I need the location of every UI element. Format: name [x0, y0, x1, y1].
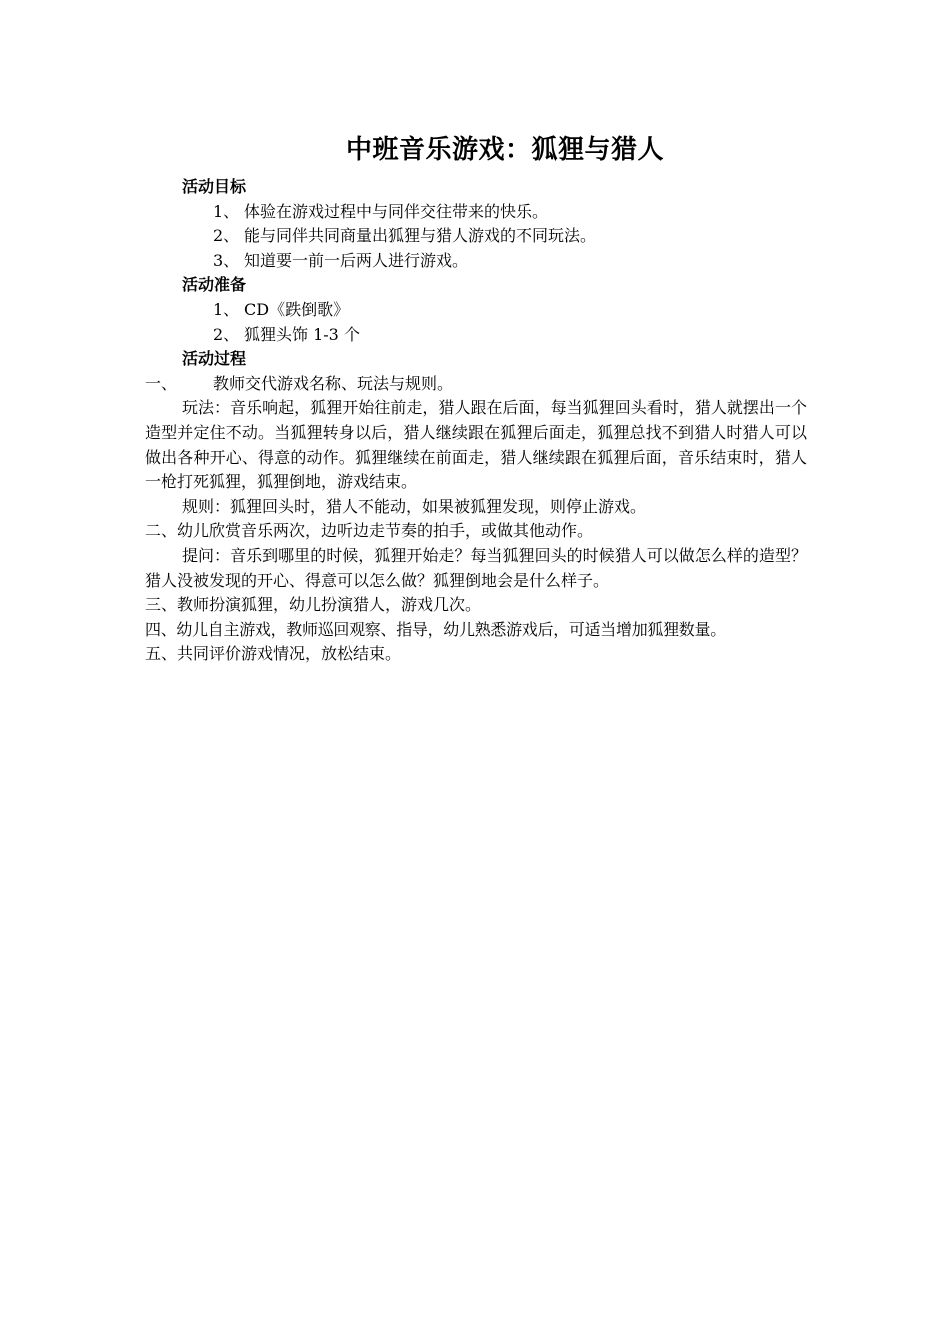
- preparation-item-text: CD《跌倒歌》: [244, 299, 350, 319]
- goal-item-text: 能与同伴共同商量出狐狸与猎人游戏的不同玩法。: [244, 226, 597, 246]
- preparation-item-number: 1、: [213, 299, 240, 319]
- goal-item-text: 知道要一前一后两人进行游戏。: [244, 250, 469, 270]
- goal-item-number: 1、: [213, 201, 240, 221]
- preparation-item-text: 狐狸头饰 1-3 个: [244, 324, 360, 344]
- rules-paragraph: 规则：狐狸回头时，猎人不能动，如果被狐狸发现，则停止游戏。: [182, 496, 647, 516]
- goal-item: [145, 224, 807, 249]
- process-step-two: 二、幼儿欣赏音乐两次，边听边走节奏的拍手，或做其他动作。: [145, 521, 594, 541]
- process-step-text: 教师交代游戏名称、玩法与规则。: [213, 373, 454, 393]
- process-step-five: 五、共同评价游戏情况，放松结束。: [145, 644, 402, 664]
- goal-item-number: 3、: [213, 250, 240, 270]
- preparation-item: [145, 323, 807, 348]
- goal-item-text: 体验在游戏过程中与同伴交往带来的快乐。: [244, 201, 549, 221]
- play-paragraph: 玩法：音乐响起，狐狸开始往前走，猎人跟在后面，每当狐狸回头看时，猎人就摆出一个造型并定住不动。当狐狸转身以后，猎人继续跟在狐狸后面走，狐狸总找不到猎人时猎人可以做出各种开心、得意的动作。狐狸继续在前面走，猎人继续跟在狐狸后面，音乐结束时，猎人一枪打死狐狸，狐狸倒地，游戏结束。: [145, 398, 807, 492]
- preparation-item: [145, 298, 807, 323]
- process-step-one: [145, 372, 807, 397]
- goals-heading: 活动目标: [182, 177, 247, 196]
- goal-item: [145, 200, 807, 225]
- process-step-four: 四、幼儿自主游戏，教师巡回观察、指导，幼儿熟悉游戏后，可适当增加狐狸数量。: [145, 619, 726, 639]
- document-body: [145, 175, 807, 667]
- preparation-heading: 活动准备: [182, 275, 247, 295]
- questions-paragraph: 提问：音乐到哪里的时候，狐狸开始走？每当狐狸回头的时候猎人可以做怎么样的造型？猎人没被发现的开心、得意可以怎么做？狐狸倒地会是什么样子。: [145, 545, 807, 590]
- process-step-number: 一、: [145, 373, 178, 393]
- process-step-three: 三、教师扮演狐狸，幼儿扮演猎人，游戏几次。: [145, 595, 482, 615]
- preparation-item-number: 2、: [213, 324, 240, 344]
- goal-item: [145, 249, 807, 274]
- process-heading: 活动过程: [182, 349, 247, 369]
- document-title: 中班音乐游戏：狐狸与猎人: [345, 135, 664, 165]
- goal-item-number: 2、: [213, 226, 240, 246]
